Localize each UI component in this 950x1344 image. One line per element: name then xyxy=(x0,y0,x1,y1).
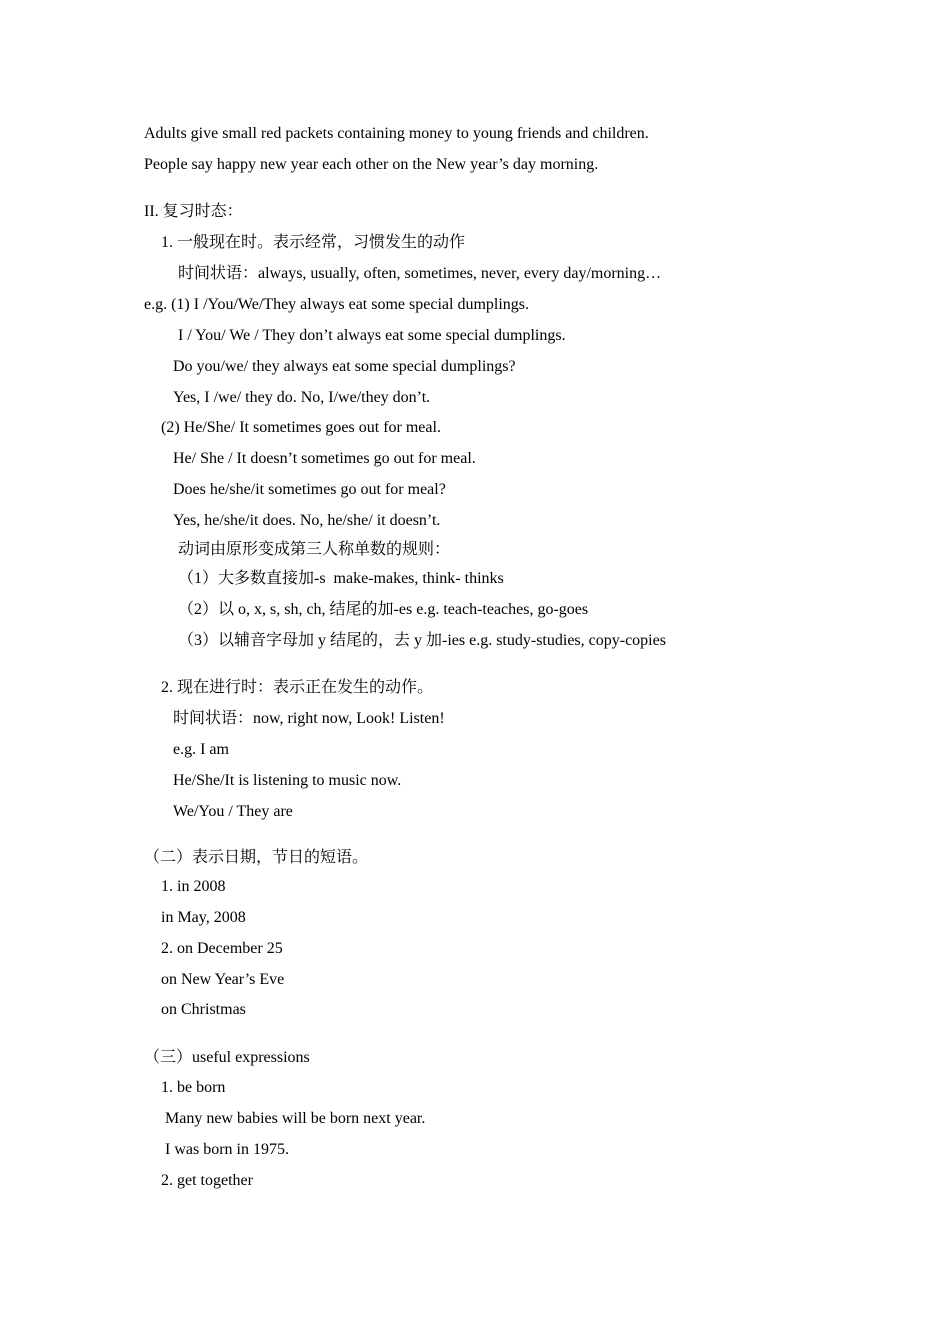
example2-negative: He/ She / It doesn’t sometimes go out for meal. xyxy=(173,450,476,467)
third-person-rule-3: （3）以辅音字母加 y 结尾的，去 y 加-ies e.g. study-studies, copy-copies xyxy=(178,632,666,649)
example2-question: Does he/she/it sometimes go out for meal? xyxy=(173,481,446,498)
third-person-rules-title: 动词由原形变成第三人称单数的规则： xyxy=(178,541,451,558)
dates-line-3: 2. on December 25 xyxy=(161,940,283,957)
third-person-rule-1: （1）大多数直接加-s make-makes, think- thinks xyxy=(178,570,504,587)
example2-answers: Yes, he/she/it does. No, he/she/ it doesn’t. xyxy=(173,512,441,529)
expressions-line-3: I was born in 1975. xyxy=(165,1141,289,1158)
dates-line-2: in May, 2008 xyxy=(161,909,246,926)
tenses-heading: II. 复习时态： xyxy=(144,203,243,220)
example1-answers: Yes, I /we/ they do. No, I/we/they don’t. xyxy=(173,389,431,406)
intro-line-1: Adults give small red packets containing money to young friends and children. xyxy=(144,125,649,142)
present-continuous-example-1: e.g. I am xyxy=(173,741,229,758)
third-person-rule-2: （2）以 o, x, s, sh, ch, 结尾的加-es e.g. teach-teaches, go-goes xyxy=(178,601,589,618)
example2-affirmative: (2) He/She/ It sometimes goes out for meal. xyxy=(161,419,441,436)
example1-question: Do you/we/ they always eat some special dumplings? xyxy=(173,358,516,375)
simple-present-title: 1. 一般现在时。表示经常，习惯发生的动作 xyxy=(161,234,466,251)
expressions-heading: （三）useful expressions xyxy=(144,1049,310,1066)
present-continuous-example-3: We/You / They are xyxy=(173,803,293,820)
example1-affirmative: e.g. (1) I /You/We/They always eat some special dumplings. xyxy=(144,296,530,313)
example1-negative: I / You/ We / They don’t always eat some special dumplings. xyxy=(178,327,566,344)
present-continuous-time-adverbials: 时间状语：now, right now, Look! Listen! xyxy=(173,710,445,727)
simple-present-time-adverbials: 时间状语：always, usually, often, sometimes, never, every day/morning… xyxy=(178,265,662,282)
dates-heading: （二）表示日期，节日的短语。 xyxy=(144,849,369,866)
expressions-line-2: Many new babies will be born next year. xyxy=(165,1110,426,1127)
dates-line-5: on Christmas xyxy=(161,1001,246,1018)
dates-line-4: on New Year’s Eve xyxy=(161,971,285,988)
expressions-line-1: 1. be born xyxy=(161,1079,226,1096)
expressions-line-4: 2. get together xyxy=(161,1172,253,1189)
present-continuous-title: 2. 现在进行时：表示正在发生的动作。 xyxy=(161,679,434,696)
intro-line-2: People say happy new year each other on the New year’s day morning. xyxy=(144,156,599,173)
present-continuous-example-2: He/She/It is listening to music now. xyxy=(173,772,402,789)
dates-line-1: 1. in 2008 xyxy=(161,878,226,895)
